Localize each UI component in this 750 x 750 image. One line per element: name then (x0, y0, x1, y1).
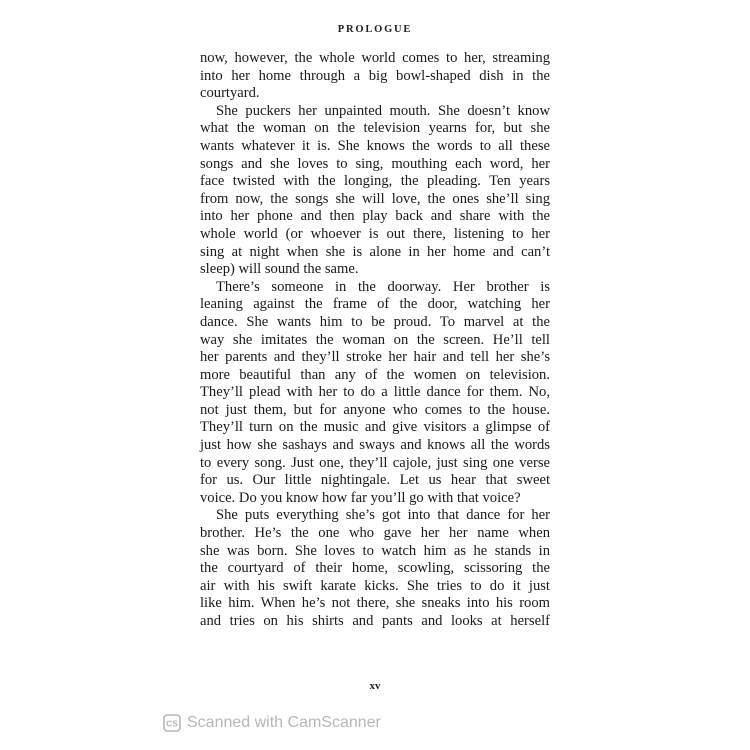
text-line: to every song. Just one, they’ll cajole, just sing one verse (200, 454, 550, 471)
text-line: wants whatever it is. She knows the words to all these (200, 137, 550, 154)
text-line: brother. He’s the one who gave her her name when (200, 525, 550, 542)
camscanner-watermark (163, 712, 381, 734)
text-line: into her home through a big bowl-shaped dish in the (200, 67, 550, 84)
text-line: They’ll plead with her to do a little dance for them. No, (200, 384, 550, 401)
text-line: now, however, the whole world comes to her, streaming (200, 50, 550, 66)
text-line: and tries on his shirts and pants and looks at herself (200, 613, 550, 629)
text-line: leaning against the frame of the door, watching her (200, 296, 550, 313)
text-line: more beautiful than any of the women on television. (200, 366, 550, 383)
text-line: air with his swift karate kicks. She tries to do it just (200, 577, 550, 594)
text-line: just how she sashays and sways and knows all the words (200, 437, 550, 454)
text-line: She puts everything she’s got into that dance for her (216, 507, 550, 524)
text-line: sleep) will sound the same. (200, 261, 359, 278)
text-line: sing at night when she is alone in her home and can’t (200, 243, 550, 260)
running-head: PROLOGUE (337, 24, 413, 35)
text-line: face twisted with the longing, the pleading. Ten years (200, 173, 550, 190)
text-line: what the woman on the television yearns for, but she (200, 120, 550, 137)
text-line: whole world (or whoever is out there, listening to her (200, 225, 550, 242)
text-line: she was born. She loves to watch him as he stands in (200, 542, 550, 559)
text-line: like him. When he’s not there, she sneaks into his room (200, 595, 550, 612)
text-line: There’s someone in the doorway. Her brother is (216, 278, 550, 295)
text-line: courtyard. (200, 85, 260, 102)
watermark-text: Scanned with CamScanner (187, 714, 381, 731)
text-line: her parents and they’ll stroke her hair and tell her she’s (200, 349, 550, 366)
camscanner-logo-text: CS (166, 718, 178, 729)
camscanner-logo-icon (163, 714, 181, 732)
text-line: She puckers her unpainted mouth. She doesn’t know (216, 102, 550, 119)
body-text (200, 50, 550, 631)
page-number: xv (369, 680, 381, 692)
text-line: not just them, but for anyone who comes to the house. (200, 401, 550, 418)
text-line: songs and she loves to sing, mouthing each word, her (200, 155, 550, 172)
text-line: They’ll turn on the music and give visitors a glimpse of (200, 419, 550, 436)
text-line: for us. Our little nightingale. Let us hear that sweet (200, 472, 550, 489)
text-line: way she imitates the woman on the screen. He’ll tell (200, 331, 550, 348)
text-line: from now, the songs she will love, the ones she’ll sing (200, 190, 550, 207)
text-line: into her phone and then play back and share with the (200, 208, 550, 225)
text-line: dance. She wants him to be proud. To marvel at the (200, 313, 550, 330)
text-line: the courtyard of their home, scowling, scissoring the (200, 560, 550, 577)
text-line: voice. Do you know how far you’ll go with that voice? (200, 489, 521, 506)
